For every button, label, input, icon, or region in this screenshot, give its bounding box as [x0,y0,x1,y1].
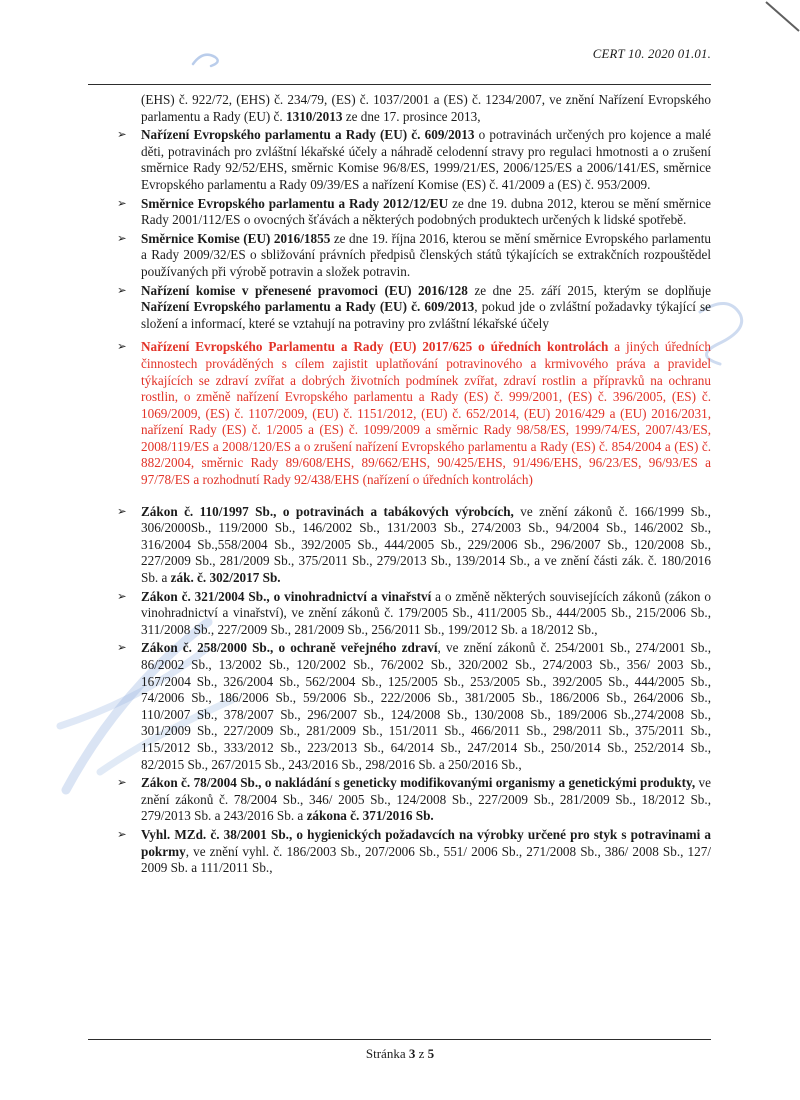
item-text: Zákon č. 321/2004 Sb., o vinohradnictví a vinařství a o změně některých souvisejících zákonů (zákon o vinohradnictví a vinařství), ve znění zákonů č. 179/2005 Sb., 411/2005 Sb., 444/2005 Sb., 215/2006 Sb., 311/2008 Sb., 227/2009 Sb., 281/2009 Sb., 256/2011 Sb., 199/2012 Sb. a 18/2012 Sb., [141,588,711,637]
item-text: Nařízení komise v přenesené pravomoci (EU) 2016/128 ze dne 25. září 2015, kterým se doplňuje Nařízení Evropského parlamentu a Rady (EU) č. 609/2013, pokud jde o zvláštní požadavky týkající se složení a informací, které se vztahují na potraviny pro zvláštní lékařské účely [141,282,712,331]
cert-header-note: CERT 10. 2020 01.01. [592,47,711,61]
item-text: Zákon č. 110/1997 Sb., o potravinách a tabákových výrobcích, ve znění zákonů č. 166/1999 Sb., 306/2000Sb., 119/2000 Sb., 146/2002 Sb., 131/2003 Sb., 274/2003 Sb., 94/2004 Sb., 146/2002 Sb., 316/2004 Sb.,558/2004 Sb., 392/2005 Sb., 444/2005 Sb., 229/2006 Sb., 296/2007 Sb., 120/2008 Sb., 227/2009 Sb., 281/2009 Sb., 375/2011 Sb., 279/2013 Sb., 139/2014 Sb., a ve znění části zák. č. 180/2016 Sb. a zák. č. 302/2017 Sb. [141,503,711,586]
item-text: Směrnice Evropského parlamentu a Rady 2012/12/EU ze dne 19. dubna 2012, kterou se mění směrnice Rady 2001/112/ES o ovocných šťávách a některých podobných produktech určených k lidské spotřebě. [141,195,711,228]
list-item [88,504,711,587]
arrow-bullet-icon: ➢ [117,590,127,603]
corner-fold-mark [766,2,799,31]
item-text: (EHS) č. 922/72, (EHS) č. 234/79, (ES) č. 1037/2001 a (ES) č. 1234/2007, ve znění Nařízení Evropského parlamentu a Rady (EU) č. 1310/2013 ze dne 17. prosince 2013, [141,92,711,124]
list-item [88,283,711,333]
continuation-paragraph [88,92,711,125]
item-text: Směrnice Komise (EU) 2016/1855 ze dne 19. října 2016, kterou se mění směrnice Evropského parlamentu a Rady 2009/32/ES o sbližování právních předpisů členských států týkajících se extrakčních rozpouštědel používaných při výrobě potravin a složek potravin. [141,230,712,279]
ink-squiggle-top [193,55,218,66]
document-body [88,92,711,879]
list-item [88,827,711,877]
item-text: Nařízení Evropského Parlamentu a Rady (EU) 2017/625 o úředních kontrolách a jiných úředních činnostech prováděných s cílem zajistit uplatňování potravinového a krmivového práva a pravidel týkajících se zdraví zvířat a dobrých životních podmínek zvířat, zdraví rostlin a přípravků na ochranu rostlin, o změně nařízení Evropského parlamentu a Rady (ES) č. 999/2001, (ES) č. 396/2005, (ES) č. 1069/2009, (ES) č. 1107/2009, (EU) č. 1151/2012, (EU) č. 652/2014, (EU) 2016/429 a (EU) 2016/2031, nařízení Rady (ES) č. 1/2005 a (ES) č. 1099/2009 a směrnic Rady 98/58/ES, 1999/74/ES, 2007/43/ES, 2008/119/ES a 2008/120/ES a o zrušení nařízení Evropského parlamentu a Rady (ES) č. 854/2004 a (ES) č. 882/2004, směrnic Rady 89/608/EHS, 89/662/EHS, 90/425/EHS, 91/496/EHS, 96/23/ES, 96/93/ES a 97/78/ES a rozhodnutí Rady 92/438/EHS (nařízení o úředních kontrolách) [141,339,712,488]
item-text: Vyhl. MZd. č. 38/2001 Sb., o hygienických požadavcích na výrobky určené pro styk s potravinami a pokrmy, ve znění vyhl. č. 186/2003 Sb., 207/2006 Sb., 551/ 2006 Sb., 271/2008 Sb., 386/ 2008 Sb., 127/ 2009 Sb. a 111/2011 Sb., [141,826,711,876]
list-item [88,589,711,639]
arrow-bullet-icon: ➢ [117,232,127,245]
item-text: Zákon č. 78/2004 Sb., o nakládání s geneticky modifikovanými organismy a genetickými produkty, ve znění zákonů č. 78/2004 Sb., 346/ 2005 Sb., 124/2008 Sb., 227/2009 Sb., 281/2009 Sb., 18/2012 Sb., 279/2013 Sb. a 243/2016 Sb. a zákona č. 371/2016 Sb. [141,775,711,824]
arrow-bullet-icon: ➢ [117,505,127,518]
list-item [88,127,711,193]
arrow-bullet-icon: ➢ [117,129,127,142]
list-item-red [88,339,711,488]
item-text: Nařízení Evropského parlamentu a Rady (EU) č. 609/2013 o potravinách určených pro kojence a malé děti, potravinách pro zvláštní lékařské účely a náhradě celodenní stravy pro regulaci hmotnosti a o zrušení směrnice Rady 92/52/EHS, směrnic Komise 96/8/ES, 1999/21/ES, 2006/125/ES a 2006/141/ES, směrnice Evropského parlamentu a Rady 09/39/ES a nařízení Komise (ES) č. 41/2009 a (ES) č. 953/2009. [141,127,711,192]
list-item [88,231,711,281]
footer-rule [88,1039,711,1040]
arrow-bullet-icon: ➢ [117,341,127,354]
arrow-bullet-icon: ➢ [117,828,127,841]
item-text: Zákon č. 258/2000 Sb., o ochraně veřejného zdraví, ve znění zákonů č. 254/2001 Sb., 274/2001 Sb., 86/2002 Sb., 13/2002 Sb., 120/2002 Sb., 76/2002 Sb., 320/2002 Sb., 274/2003 Sb., 356/ 2003 Sb., 167/2004 Sb., 326/2004 Sb., 562/2004 Sb., 125/2005 Sb., 253/2005 Sb., 392/2005 Sb., 444/2005 Sb., 74/2006 Sb., 186/2006 Sb., 59/2006 Sb., 222/2006 Sb., 381/2005 Sb., 186/2006 Sb., 264/2006 Sb., 110/2007 Sb., 378/2007 Sb., 296/2007 Sb., 124/2008 Sb., 130/2008 Sb., 189/2006 Sb.,274/2008 Sb., 301/2009 Sb., 227/2009 Sb., 281/2009 Sb., 151/2011 Sb., 466/2011 Sb., 298/2011 Sb., 375/2011 Sb., 115/2012 Sb., 333/2012 Sb., 223/2013 Sb., 64/2014 Sb., 247/2014 Sb., 250/2014 Sb., 252/2014 Sb., 82/2015 Sb., 267/2015 Sb., 243/2016 Sb., 298/2016 Sb. a 250/2016 Sb., [141,640,712,772]
page-footer: Stránka 3 z 5 [365,1046,435,1061]
arrow-bullet-icon: ➢ [117,284,127,297]
list-item [88,196,711,229]
arrow-bullet-icon: ➢ [117,777,127,790]
arrow-bullet-icon: ➢ [117,197,127,210]
arrow-bullet-icon: ➢ [117,642,127,655]
list-item [88,640,711,773]
list-item [88,775,711,825]
header-rule [88,84,711,85]
